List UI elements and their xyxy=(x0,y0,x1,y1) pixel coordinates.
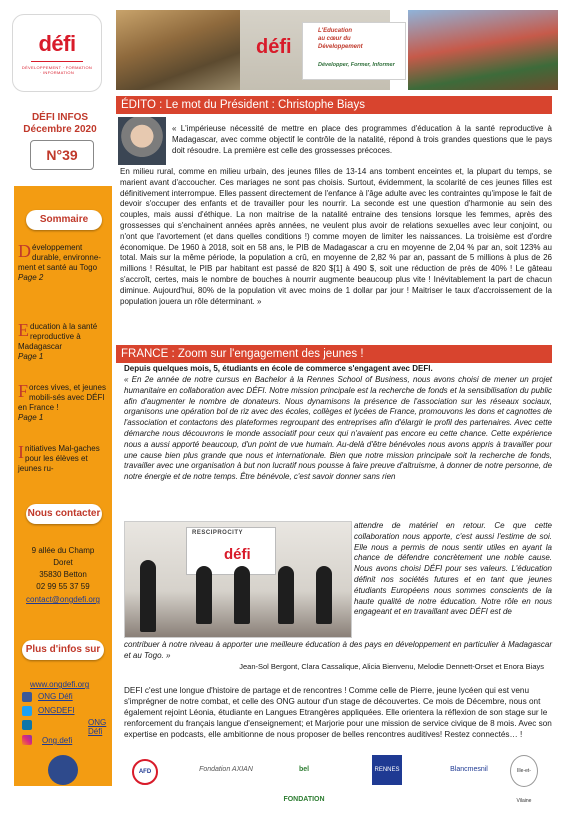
instagram-link[interactable]: Ong.defi xyxy=(42,736,73,745)
student-figure xyxy=(316,566,332,624)
more-info-title: Plus d'infos sur xyxy=(22,640,104,660)
france-intro: Depuis quelques mois, 5, étudiants en école de commerce s'engagent avec DEFI. xyxy=(124,364,433,373)
summary-item-togo[interactable] xyxy=(18,243,110,283)
drop-cap: I xyxy=(18,442,24,462)
website-link[interactable]: www.ongdefi.org xyxy=(30,680,90,689)
edito-paragraph-intro: « L'impérieuse nécessité de mettre en place des programmes d'éducation à la santé reproductive à Madagascar, avec comme objectif le contrôle de la natalité, répond à trois grandes questions que le pays doit résoudre. La première est celle des grossesses précoces. xyxy=(172,124,552,155)
summary-item-text: éveloppement durable, environne-ment et santé au Togo xyxy=(18,243,101,272)
summary-title: Sommaire xyxy=(26,210,102,230)
president-portrait xyxy=(118,117,166,165)
logo-wordmark: défi xyxy=(38,31,76,56)
linkedin-link-line2[interactable]: Défi xyxy=(88,727,103,736)
address-line2: Doret xyxy=(53,558,73,567)
student-figure xyxy=(278,566,294,624)
closing-paragraph: DEFI c'est une longue d'histoire de partage et de rencontres ! Comme celle de Pierre, jeune lycéen qui est venu s'imprégner de notre combat, et celle des ONG autour d'un stage de découvertes. Ce mois de Décembre, nous ont également rejoint Léonia, étudiante en Langues Etrangères appliquées. Elle orientera la réflexion de son stage sur le renforcement du français langue d'enseignement; et Marjorie pour une mission de service civique de 8 mois. Avec son expertise en podcasts, elle ambitionne de nous proposer de belles rencontres auditives! Restez connectés… ! xyxy=(124,686,552,739)
facebook-icon xyxy=(22,692,32,702)
twitter-link[interactable]: ONGDEFI xyxy=(38,706,75,715)
summary-item-text: orces vives, et jeunes mobili-sés avec DÉFI en France ! xyxy=(18,383,106,412)
banner-photo-crowd xyxy=(408,10,558,90)
summary-item-france[interactable] xyxy=(18,383,110,423)
banner-title-line2: au cœur du xyxy=(318,36,351,42)
address-line1: 9 allée du Champ xyxy=(31,546,95,555)
logo-underline xyxy=(31,61,83,62)
banner-photo-field xyxy=(116,10,240,90)
linkedin-link-line1[interactable]: ONG xyxy=(88,718,107,727)
edito-heading: ÉDITO : Le mot du Président : Christophe Biays xyxy=(116,96,552,114)
banner-title-line1: L'Education xyxy=(318,28,353,34)
drop-cap: D xyxy=(18,241,31,261)
contact-title: Nous contacter xyxy=(26,504,102,524)
summary-item-text: nitiatives Mal-gaches pour les élèves et jeunes ru- xyxy=(18,444,100,473)
partner-logo-region xyxy=(48,755,78,785)
student-figure xyxy=(234,566,250,624)
drop-cap: F xyxy=(18,381,29,401)
banner-title-line3: Développement xyxy=(318,44,363,50)
phone-number: 02 99 55 37 59 xyxy=(36,582,90,591)
twitter-icon xyxy=(22,706,32,716)
logo-tagline: DÉVELOPPEMENT · FORMATION · INFORMATION xyxy=(21,65,93,75)
newsletter-title: DÉFI INFOS xyxy=(31,112,89,123)
partner-logo-bel: bel FONDATION xyxy=(283,766,325,803)
france-testimony: « En 2e année de notre cursus en Bachelor à la Rennes School of Business, nous avons choisi de mener un projet humanitaire en collaboration avec DÉFI. Notre mission principale est la recherche de fonds et la sensibilisation du public afin d'augmenter le nombre de donateurs. Nous dynamisons la présence de l'association sur les réseaux sociaux, organisons une opération bol de riz avec des écoles, collèges et lycées de France, promouvons les dons et cagnottes de l'association et contactons des plateformes regroupant des entreprises afin d'élargir le profil des partenaires. Avec cette démarche nous découvrons le monde associatif pour ceux qui n'avaient pas encore eu cette chance. Cette expérience nous a aussi apporté beaucoup, d'un point de vue humain. Au-delà d'être bénévoles nous avons appris à travailler pour une cause bien plus grande que nous et internationale. Bien que notre mission principale soit la recherche de fonds, travailler avec une organisation à but non lucratif nous pousse à faire preuve d'altruisme, à donner de notre personne, de notre énergie et de notre temps. Être bénévole, c'est savoir donner sans rien xyxy=(124,375,553,482)
banner-logo: défi xyxy=(256,36,292,58)
summary-item-initiatives[interactable] xyxy=(18,444,110,474)
summary-item-page: Page 2 xyxy=(18,273,44,282)
edito-paragraph-body: En milieu rural, comme en milieu urbain, des jeunes filles de 13-14 ans tombent enceintes et, la plupart du temps, se marient avant d'accoucher. Ces mariages ne sont pas choisis. Surtout, évidemment, la scolarité de ces jeunes filles est définitivement interrompue. Elles passent directement de l'enfance à l'âge adulte avec les contraintes qu'impose le fait de devoir s'occuper des enfants et de travailler pour les nourrir. La seconde est une question d'harmonie au sein des couples, mais aussi d'éthique. La non maitrise de la natalité entraine des tensions lorsque les femmes, après des grossesses qui s'enchainent années après années, ne veulent plus avoir de relations sexuelles avec leur conjoint, ou n'ont que l'avortement (et dans quelles conditions !) comme moyen de limiter les naissances. La troisième est d'ordre économique. De 1960 à 2018, soit en 58 ans, le PIB de Madagascar a cru en moyenne de 2,04 % par an, soit 123% au total. Mais sur la même période, la population a crû, en moyenne de 2,82 % par an, passant de 5 millions à plus de 26 millions ! Résultat, le PIB par habitant est passé de 820 $[1] à 490 $, soit une réduction de près de 40% ! Le gâteau s'accroît, certes, mais le nombre de bouches à nourrir augmente beaucoup plus vite ! Inévitablement la part de chacun diminue. Aujourd'hui, 80% de la population vit avec moins de 1 dollar par jour ! Maitriser le taux d'accroissement de la population jouera un rôle déterminant. » xyxy=(120,167,552,306)
summary-item-madagascar[interactable] xyxy=(18,322,110,362)
france-testimony-side: attendre de matériel en retour. Ce que cette collaboration nous apporte, c'est aussi l'estime de soi. Elle nous a permis de nous sentir utiles en ayant la chance de défendre concrètement une noble cause. Nous avons choisi DÉFI pour ses valeurs. L'éducation définit nos sociétés futures et en tant que jeunes étudiants Européens nous sommes conscients de la haute qualité de notre éducation. Notre rôle en nous engageant et en travaillant avec DÉFI est de xyxy=(354,521,552,617)
partner-logo-afd: AFD xyxy=(132,759,158,785)
instagram-icon xyxy=(22,735,32,745)
address-line3: 35830 Betton xyxy=(39,570,87,579)
poster-title: RESCIPROCITY xyxy=(192,530,244,536)
student-figure xyxy=(140,560,156,632)
drop-cap: E xyxy=(18,320,29,340)
france-heading: FRANCE : Zoom sur l'engagement des jeunes ! xyxy=(116,345,552,363)
issue-number: N°39 xyxy=(30,140,94,170)
facebook-link[interactable]: ONG Défi xyxy=(38,692,73,701)
france-testimony-end: contribuer à notre niveau à apporter une meilleure éducation à des pays en développement en particulier à Madagascar et au Togo. » xyxy=(124,640,552,660)
summary-item-page: Page 1 xyxy=(18,413,44,422)
summary-item-page: Page 1 xyxy=(18,352,44,361)
partner-logo-axian: Fondation AXIAN xyxy=(199,766,253,773)
partner-logo-department: Ille-et-Vilaine xyxy=(510,755,538,787)
partner-logo-blancmesnil: Blancmesnil xyxy=(450,766,488,773)
email-link[interactable]: contact@ongdefi.org xyxy=(26,595,100,604)
newsletter-date: Décembre 2020 xyxy=(23,124,97,135)
summary-item-text: ducation à la santé reproductive à Madagascar xyxy=(18,322,98,351)
student-figure xyxy=(196,566,212,624)
defi-logo xyxy=(12,14,102,92)
banner-tagline: Développer, Former, Informer xyxy=(318,62,395,68)
linkedin-icon xyxy=(22,720,32,730)
student-signatures: Jean-Sol Bergont, Clara Cassalique, Alicia Bienvenu, Melodie Dennett-Orset et Enora Biays xyxy=(239,662,544,671)
poster-logo: défi xyxy=(224,546,251,563)
partner-logo-rennes: RENNES xyxy=(372,755,402,785)
